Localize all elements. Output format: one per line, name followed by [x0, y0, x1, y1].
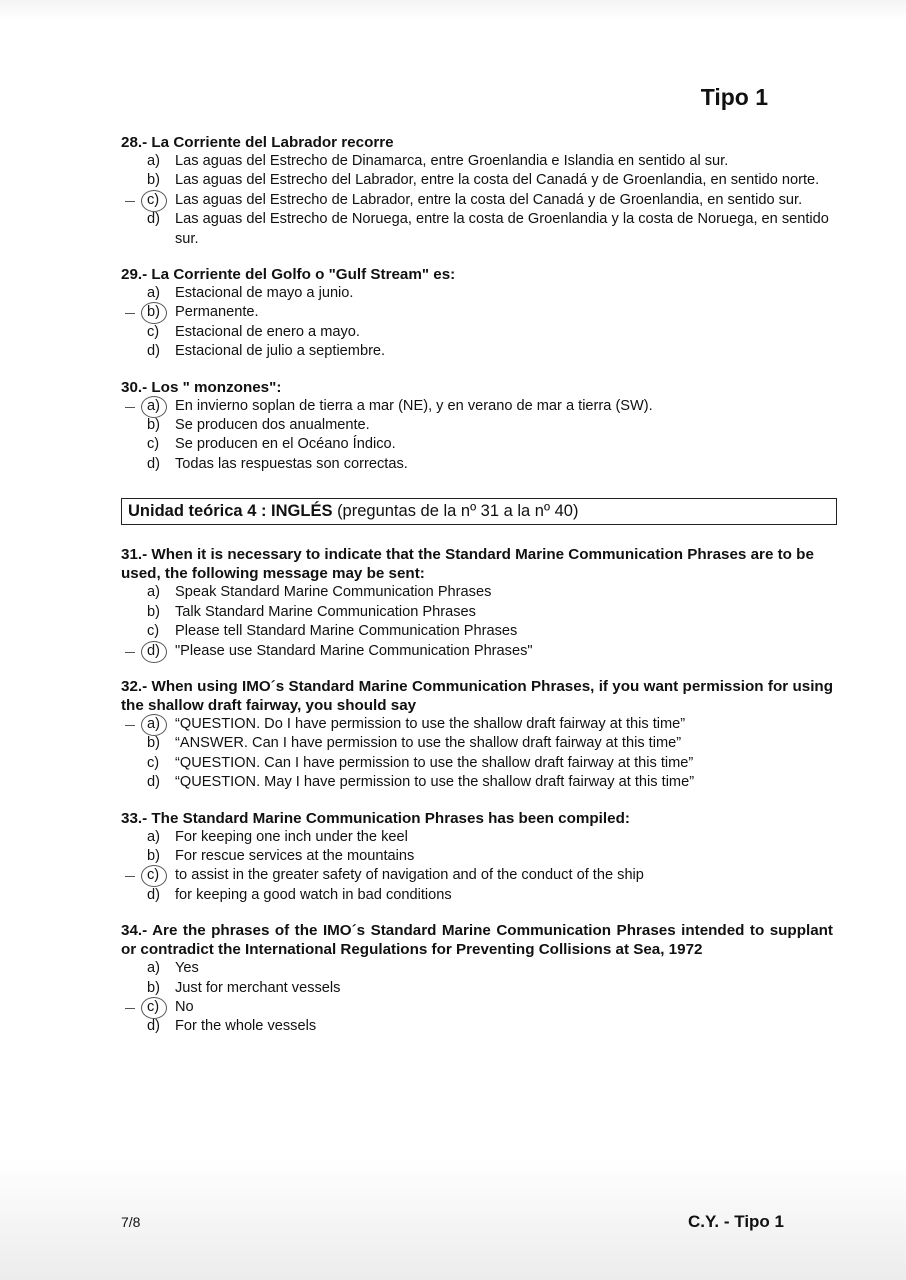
- question-title: 28.- La Corriente del Labrador recorre: [121, 134, 394, 151]
- option-c: c) Estacional de enero a mayo.: [147, 323, 360, 340]
- option-c: c) “QUESTION. Can I have permission to use the shallow draft fairway at this time”: [147, 754, 694, 771]
- option-d: d) For the whole vessels: [147, 1018, 317, 1035]
- unit-range: (preguntas de la nº 31 a la nº 40): [337, 502, 579, 521]
- question-28: [121, 133, 833, 249]
- question-title: 34.- Are the phrases of the IMO´s Standard Marine Communication Phrases intended to supplant or contradict the International Regulations for Preventing Collisions at Sea, 1972: [121, 922, 833, 959]
- exam-code: C.Y. - Tipo 1: [687, 1212, 784, 1231]
- option-d: d) Todas las respuestas son correctas.: [147, 455, 408, 472]
- option-c-marked: c) to assist in the greater safety of navigation and of the conduct of the ship: [147, 866, 833, 885]
- option-c: c) Se producen en el Océano Índico.: [147, 436, 396, 453]
- option-b: b) Just for merchant vessels: [147, 979, 341, 996]
- option-a: a) For keeping one inch under the keel: [147, 828, 408, 845]
- option-a: a) Speak Standard Marine Communication Phrases: [147, 584, 492, 601]
- option-list: [121, 152, 833, 249]
- question-34: [121, 921, 833, 1037]
- option-d: d) “QUESTION. May I have permission to use the shallow draft fairway at this time”: [147, 774, 695, 791]
- option-b: b) Las aguas del Estrecho del Labrador, entre la costa del Canadá y de Groenlandia, en sentido norte.: [147, 172, 820, 189]
- exam-content: [121, 133, 833, 1053]
- option-d-marked: d) "Please use Standard Marine Communication Phrases": [147, 642, 833, 661]
- option-list: [121, 715, 833, 793]
- option-a-marked: a) En invierno soplan de tierra a mar (NE), y en verano de mar a tierra (SW).: [147, 397, 833, 416]
- option-list: [121, 284, 833, 362]
- option-a-marked: a) “QUESTION. Do I have permission to use the shallow draft fairway at this time”: [147, 715, 833, 734]
- option-list: [121, 828, 833, 906]
- unit-title: Unidad teórica 4 : INGLÉS: [128, 502, 333, 521]
- option-list: [121, 583, 833, 661]
- option-b: b) “ANSWER. Can I have permission to use the shallow draft fairway at this time”: [147, 735, 682, 752]
- option-d: d) Estacional de julio a septiembre.: [147, 343, 386, 360]
- question-title: 30.- Los " monzones":: [121, 378, 282, 396]
- option-d: d) Las aguas del Estrecho de Noruega, entre la costa de Groenlandia y la costa de Noruega, en sentido sur.: [147, 211, 829, 247]
- question-31: [121, 545, 833, 661]
- option-b: b) Se producen dos anualmente.: [147, 417, 370, 434]
- option-a: a) Yes: [147, 960, 199, 977]
- question-title: 33.- The Standard Marine Communication Phrases has been compiled:: [121, 809, 630, 827]
- option-c: c) Please tell Standard Marine Communication Phrases: [147, 623, 518, 640]
- unit-header: [121, 498, 837, 525]
- option-list: [121, 959, 833, 1037]
- page-title: Tipo 1: [700, 84, 768, 110]
- question-32: [121, 677, 833, 793]
- option-b-marked: b) Permanente.: [147, 303, 833, 322]
- option-b: b) Talk Standard Marine Communication Phrases: [147, 603, 476, 620]
- option-a: a) Las aguas del Estrecho de Dinamarca, entre Groenlandia e Islandia en sentido al sur.: [147, 153, 729, 169]
- question-29: [121, 265, 833, 362]
- question-30: [121, 378, 833, 475]
- option-list: [121, 397, 833, 475]
- option-d: d) for keeping a good watch in bad conditions: [147, 886, 452, 903]
- page-number: 7/8: [121, 1214, 141, 1230]
- question-title: 31.- When it is necessary to indicate that the Standard Marine Communication Phrases are to be used, the following message may be sent:: [121, 546, 814, 583]
- option-b: b) For rescue services at the mountains: [147, 847, 415, 864]
- option-c-marked: c) Las aguas del Estrecho de Labrador, entre la costa del Canadá y de Groenlandia, en sentido sur.: [147, 191, 833, 210]
- option-a: a) Estacional de mayo a junio.: [147, 285, 354, 302]
- question-title: 32.- When using IMO´s Standard Marine Communication Phrases, if you want permission for using the shallow draft fairway, you should say: [121, 677, 833, 714]
- option-c-marked: c) No: [147, 998, 833, 1017]
- question-33: [121, 809, 833, 906]
- question-title: 29.- La Corriente del Golfo o "Gulf Stream" es:: [121, 266, 456, 284]
